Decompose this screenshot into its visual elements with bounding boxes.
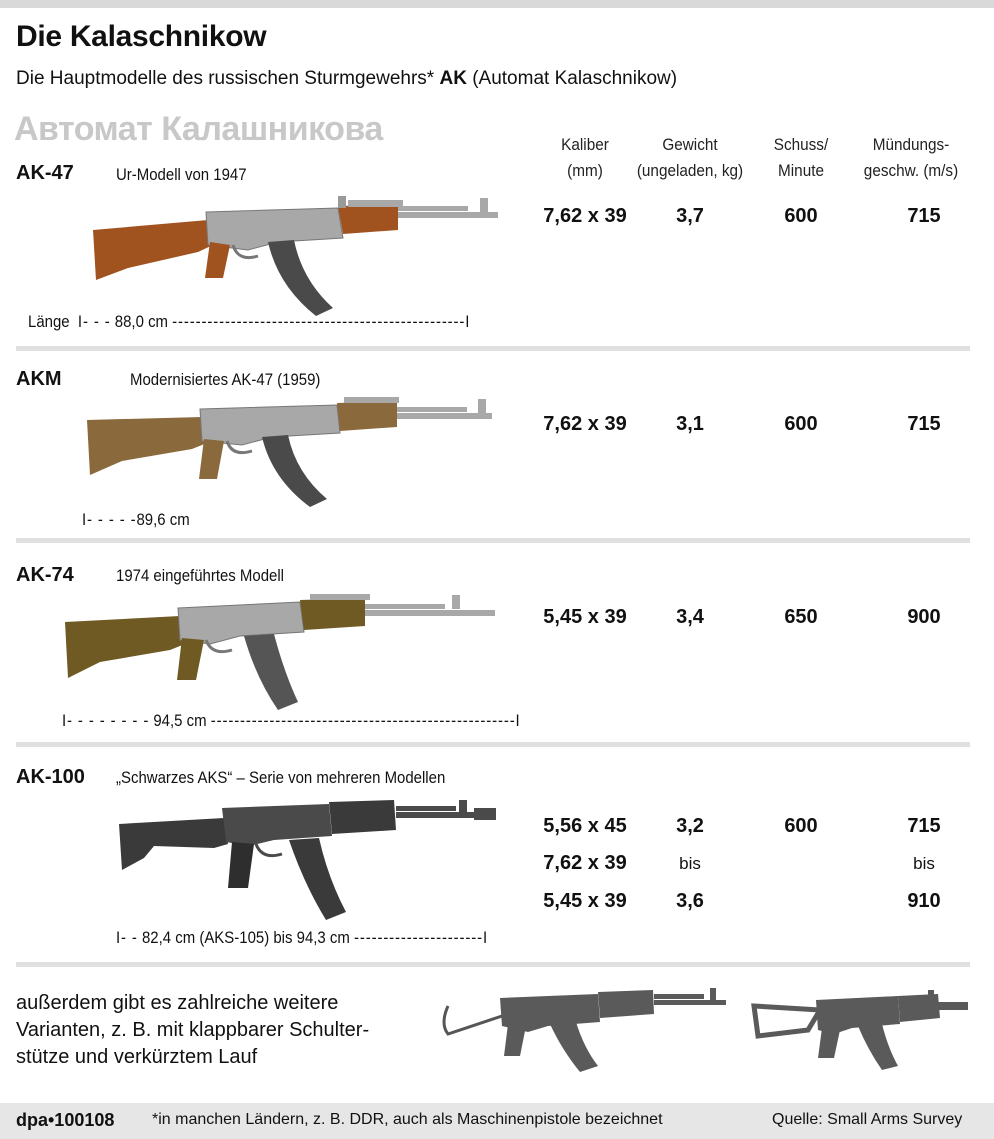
model-desc-ak47: Ur-Modell von 1947 <box>116 165 247 184</box>
velocity-ak100-to: 910 <box>907 890 941 912</box>
extra-variants-text: außerdem gibt es zahlreiche weitere Varianten, z. B. mit klappbarer Schulter- stütze und verkürztem Lauf <box>16 992 370 1068</box>
rpm-ak74: 650 <box>784 606 818 628</box>
page-subtitle: Die Hauptmodelle des russischen Sturmgewehrs* AK (Automat Kalaschnikow) <box>16 68 678 89</box>
row-separator <box>16 962 970 967</box>
weight-ak100-from: 3,2 <box>676 815 704 837</box>
rpm-ak47: 600 <box>784 205 818 227</box>
footer-dpa-id: dpa•100108 <box>16 1110 115 1130</box>
rifle-akm-illustration <box>82 395 502 515</box>
footer-note: *in manchen Ländern, z. B. DDR, auch als Maschinenpistole bezeichnet <box>152 1111 663 1128</box>
rpm-akm: 600 <box>784 413 818 435</box>
rifle-ak100-illustration <box>114 798 504 923</box>
column-header-rpm: Schuss/ Minute <box>773 135 829 180</box>
model-desc-ak100: „Schwarzes AKS“ – Serie von mehreren Modellen <box>116 768 446 787</box>
rifle-folding-stock-illustration <box>438 984 733 1074</box>
weight-ak74: 3,4 <box>676 606 704 628</box>
velocity-ak74: 900 <box>907 606 941 628</box>
model-desc-akm: Modernisiertes AK-47 (1959) <box>130 370 321 389</box>
model-name-akm: AKM <box>16 368 62 390</box>
caliber-ak74: 5,45 x 39 <box>543 606 627 628</box>
weight-akm: 3,1 <box>676 413 704 435</box>
rifle-ak47-illustration <box>88 190 508 320</box>
stock-shape <box>93 220 213 280</box>
row-separator <box>16 742 970 747</box>
column-header-weight: Gewicht (ungeladen, kg) <box>636 135 744 180</box>
model-desc-ak74: 1974 eingeführtes Modell <box>116 566 285 585</box>
row-separator <box>16 346 970 351</box>
caliber-ak47: 7,62 x 39 <box>543 205 627 227</box>
rpm-ak100: 600 <box>784 815 818 837</box>
length-label-ak74: I- - - - - - - - 94,5 cm ----------------------------------------------------I <box>62 711 521 730</box>
weight-ak100-to: 3,6 <box>676 890 704 912</box>
caliber-ak100-3: 5,45 x 39 <box>543 890 627 912</box>
model-name-ak100: AK-100 <box>16 766 85 788</box>
velocity-ak47: 715 <box>907 205 941 227</box>
row-separator <box>16 538 970 543</box>
model-name-ak47: AK-47 <box>16 162 74 184</box>
velocity-akm: 715 <box>907 413 941 435</box>
column-header-caliber: Kaliber (mm) <box>561 135 609 180</box>
weight-ak100-bis: bis <box>679 854 701 873</box>
velocity-ak100-bis: bis <box>913 854 935 873</box>
cyrillic-heading: Автомат Калашникова <box>14 110 383 148</box>
caliber-ak100-2: 7,62 x 39 <box>543 852 627 874</box>
length-label-ak47: Länge I- - - 88,0 cm --------------------------------------------------I <box>28 312 471 331</box>
column-header-velocity: Mündungs- geschw. (m/s) <box>863 135 959 180</box>
velocity-ak100-from: 715 <box>907 815 941 837</box>
model-name-ak74: AK-74 <box>16 564 74 586</box>
rifle-ak74-illustration <box>60 592 505 717</box>
top-bar <box>0 0 994 8</box>
caliber-akm: 7,62 x 39 <box>543 413 627 435</box>
length-label-ak100: I- - 82,4 cm (AKS-105) bis 94,3 cm ----------------------I <box>116 928 489 947</box>
footer-source: Quelle: Small Arms Survey <box>772 1111 963 1128</box>
length-label-akm: I- - - - -89,6 cm <box>82 510 190 529</box>
caliber-ak100-1: 5,56 x 45 <box>543 815 627 837</box>
rifle-short-barrel-illustration <box>748 988 973 1073</box>
weight-ak47: 3,7 <box>676 205 704 227</box>
page-title: Die Kalaschnikow <box>16 20 267 53</box>
